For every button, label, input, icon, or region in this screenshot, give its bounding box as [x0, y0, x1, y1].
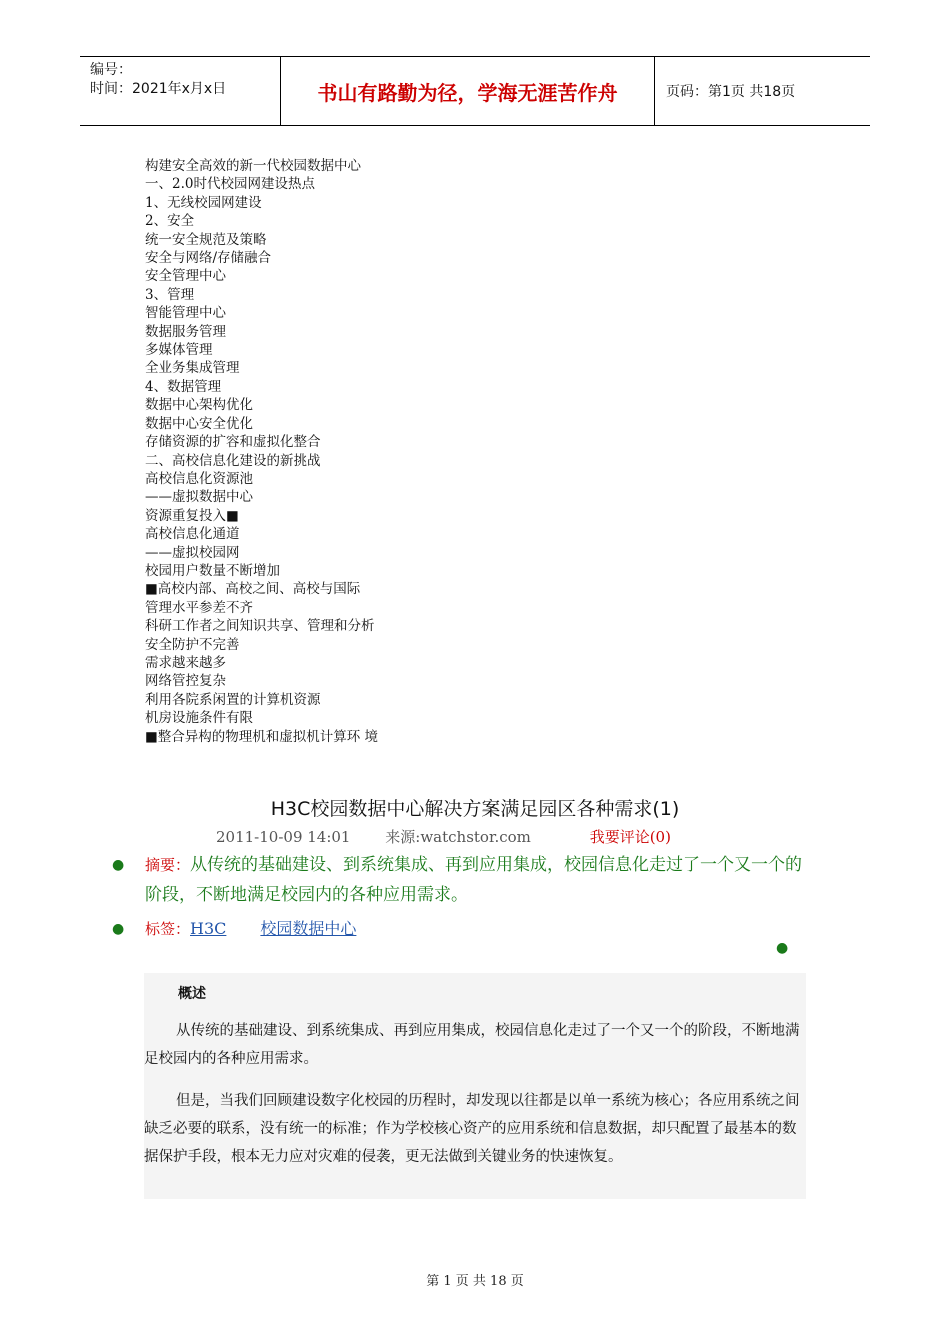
header-page-number: 页码：第1页 共18页 — [666, 84, 796, 100]
outline-line: 统一安全规范及策略 — [145, 231, 267, 248]
bullet-icon: ● — [112, 921, 125, 937]
bullet-icon: ● — [112, 857, 125, 873]
bullet-icon: ● — [776, 940, 789, 956]
outline-line: 多媒体管理 — [145, 342, 213, 359]
article-datetime: 2011-10-09 14:01 — [216, 828, 351, 846]
outline-line: 智能管理中心 — [145, 305, 226, 322]
page-header — [80, 56, 870, 126]
body-paragraph: 从传统的基础建设、到系统集成、再到应用集成，校园信息化走过了一个又一个的阶段，不断地满足校园内的各种应用需求。 — [144, 1023, 800, 1067]
outline-line: 3、管理 — [145, 286, 195, 303]
outline-line: 数据中心安全优化 — [145, 415, 253, 432]
body-paragraph: 但是，当我们回顾建设数字化校园的历程时，却发现以往都是以单一系统为核心；各应用系统之间缺乏必要的联系，没有统一的标准；作为学校核心资产的应用系统和信息数据，却只配置了最基本的数据保护手段，根本无力应对灾难的侵袭，更无法做到关键业务的快速恢复。 — [144, 1093, 800, 1165]
outline-line: 二、高校信息化建设的新挑战 — [145, 452, 321, 469]
outline-line: 高校信息化通道 — [145, 526, 240, 543]
header-motto: 书山有路勤为径，学海无涯苦作舟 — [280, 57, 655, 125]
outline-line: 安全与网络/存储融合 — [145, 250, 272, 267]
summary-text: 从传统的基础建设、到系统集成、再到应用集成，校园信息化走过了一个又一个的阶段，不断地满足校园内的各种应用需求。 — [145, 855, 803, 905]
outline-line: 1、无线校园网建设 — [145, 194, 262, 211]
article-bullets — [112, 850, 802, 944]
outline-line: 高校信息化资源池 — [145, 470, 253, 487]
tag-link-campus-datacenter[interactable]: 校园数据中心 — [260, 919, 357, 938]
outline-line: 科研工作者之间知识共享、管理和分析 — [145, 618, 375, 635]
article-title: H3C校园数据中心解决方案满足园区各种需求(1) — [270, 798, 680, 820]
outline-line: ——虚拟校园网 — [145, 544, 240, 561]
outline-line: 校园用户数量不断增加 — [145, 562, 280, 579]
outline-line: 数据中心架构优化 — [145, 397, 253, 414]
outline-line: ■高校内部、高校之间、高校与国际 — [145, 581, 361, 598]
outline-line: 数据服务管理 — [145, 323, 226, 340]
section-heading: 概述 — [178, 986, 206, 1002]
page-footer: 第 1 页 共 18 页 — [426, 1274, 524, 1289]
article-body — [144, 973, 806, 1199]
outline-line: 2、安全 — [145, 213, 195, 230]
outline-line: 需求越来越多 — [145, 654, 226, 671]
comment-link[interactable]: 我要评论(0) — [589, 828, 671, 846]
tags-label: 标签： — [145, 920, 191, 938]
outline-line: 一、2.0时代校园网建设热点 — [145, 176, 315, 193]
summary-item — [112, 850, 802, 910]
outline-line: 资源重复投入■ — [145, 507, 239, 524]
outline-line: 管理水平参差不齐 — [145, 599, 253, 616]
number-label: 编号： — [90, 62, 132, 78]
article-source: 来源:watchstor.com — [385, 828, 531, 846]
outline-line: 4、数据管理 — [145, 378, 222, 395]
outline-line: 存储资源的扩容和虚拟化整合 — [145, 434, 321, 451]
outline-line: 安全管理中心 — [145, 268, 226, 285]
outline-line: 利用各院系闲置的计算机资源 — [145, 691, 321, 708]
outline-list — [145, 157, 378, 746]
summary-label: 摘要： — [145, 856, 191, 874]
outline-line: 全业务集成管理 — [145, 360, 240, 377]
outline-line: ■整合异构的物理机和虚拟机计算环 境 — [145, 728, 379, 745]
outline-line: ——虚拟数据中心 — [145, 489, 253, 506]
tag-link-h3c[interactable]: H3C — [190, 919, 227, 938]
article-meta — [216, 826, 671, 847]
time-label: 时间：2021年x月x日 — [90, 81, 227, 97]
header-meta — [80, 57, 280, 129]
outline-line: 构建安全高效的新一代校园数据中心 — [145, 158, 361, 174]
tags-item — [112, 914, 802, 944]
outline-line: 安全防护不完善 — [145, 636, 240, 653]
outline-line: 网络管控复杂 — [145, 673, 226, 690]
outline-line: 机房设施条件有限 — [145, 710, 253, 727]
